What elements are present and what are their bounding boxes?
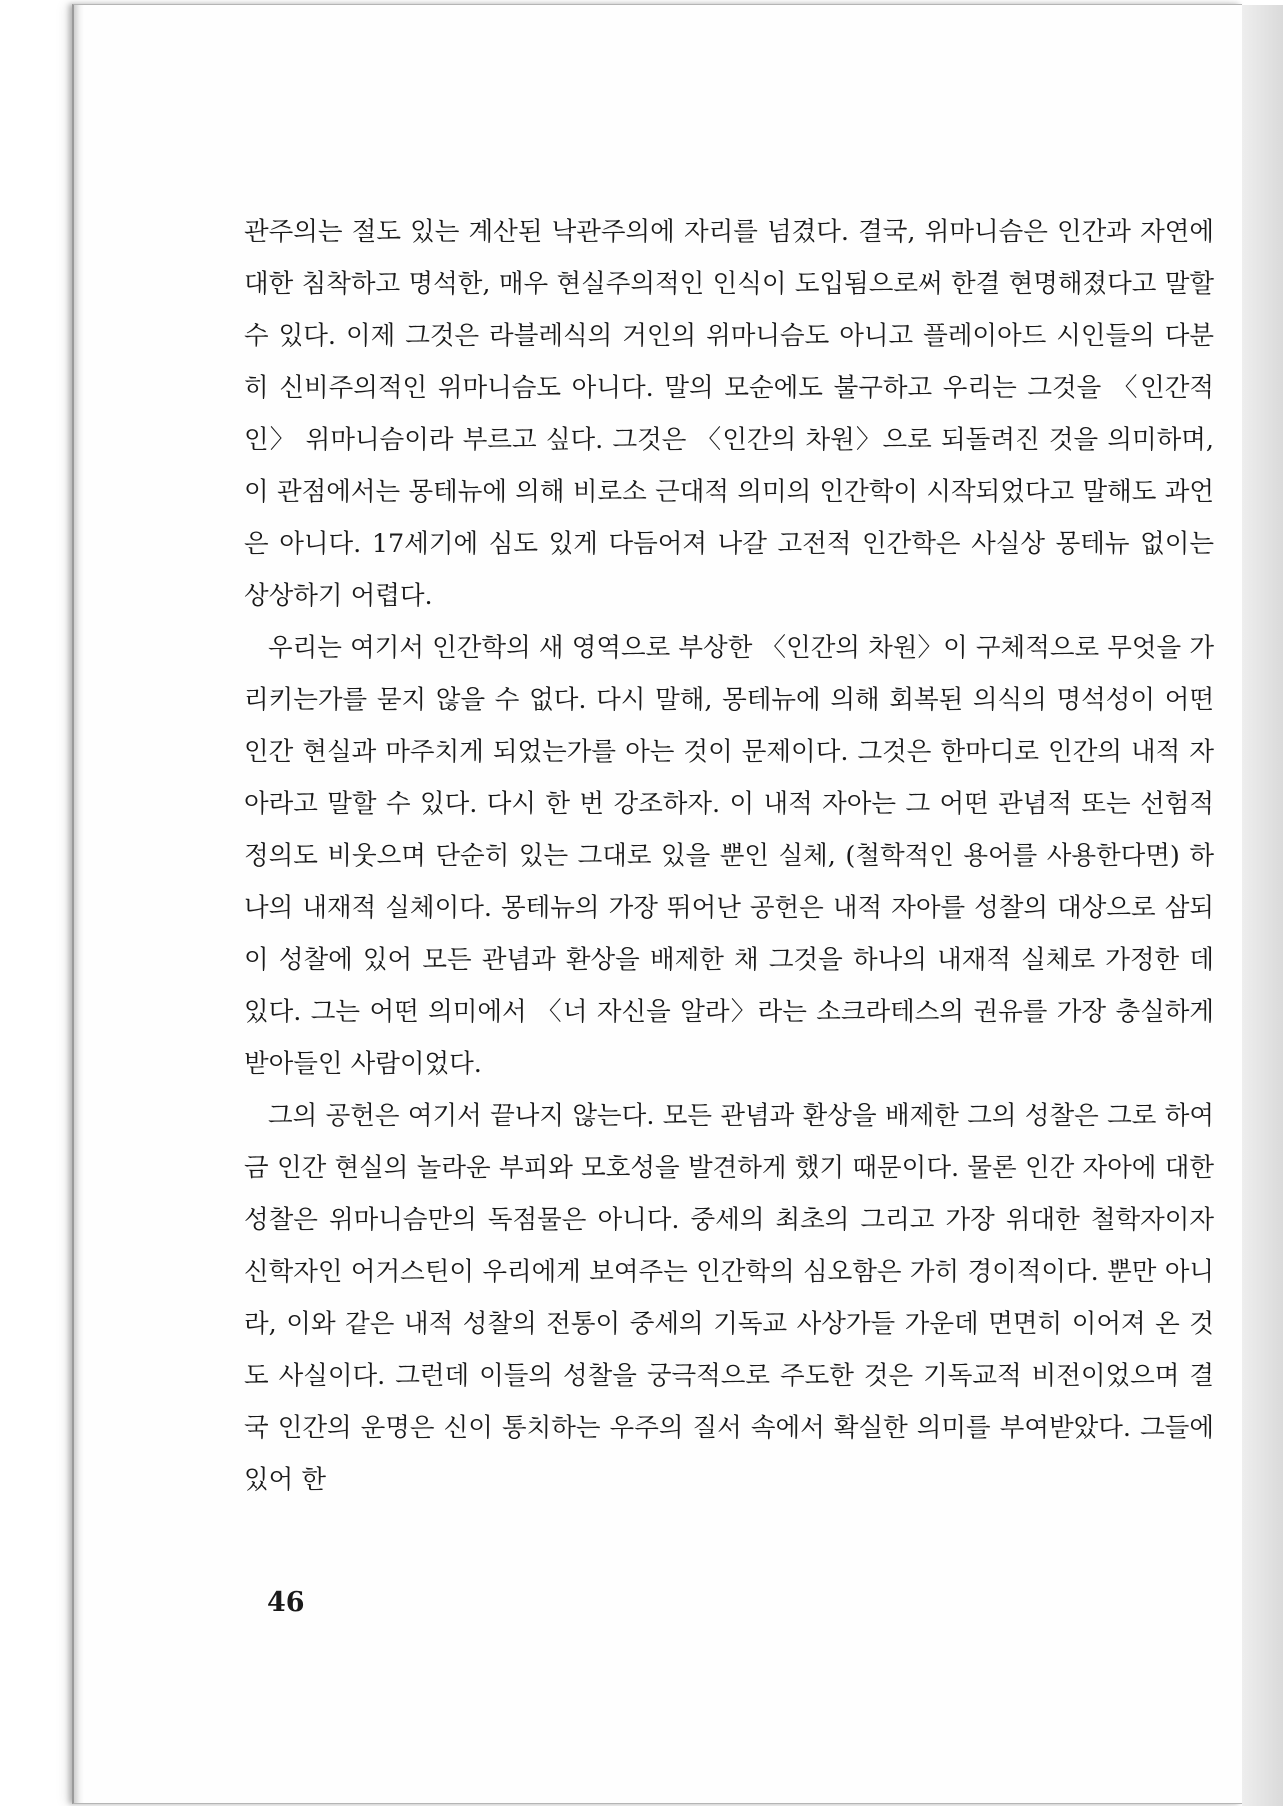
page-number: 46 [267, 1587, 305, 1618]
page-binding-shadow [74, 5, 84, 1803]
body-text [244, 206, 1214, 1506]
paragraph: 우리는 여기서 인간학의 새 영역으로 부상한 〈인간의 차원〉이 구체적으로 무엇을 가리키는가를 묻지 않을 수 없다. 다시 말해, 몽테뉴에 의해 회복된 의식의 명석성이 어떤 인간 현실과 마주치게 되었는가를 아는 것이 문제이다. 그것은 한마디로 인간의 내적 자아라고 말할 수 있다. 다시 한 번 강조하자. 이 내적 자아는 그 어떤 관념적 또는 선험적 정의도 비웃으며 단순히 있는 그대로 있을 뿐인 실체, (철학적인 용어를 사용한다면) 하나의 내재적 실체이다. 몽테뉴의 가장 뛰어난 공헌은 내적 자아를 성찰의 대상으로 삼되 이 성찰에 있어 모든 관념과 환상을 배제한 채 그것을 하나의 내재적 실체로 가정한 데 있다. 그는 어떤 의미에서 〈너 자신을 알라〉라는 소크라테스의 권유를 가장 충실하게 받아들인 사람이었다. [244, 633, 1214, 1079]
paragraph: 그의 공헌은 여기서 끝나지 않는다. 모든 관념과 환상을 배제한 그의 성찰은 그로 하여금 인간 현실의 놀라운 부피와 모호성을 발견하게 했기 때문이다. 물론 인간 자아에 대한 성찰은 위마니슴만의 독점물은 아니다. 중세의 최초의 그리고 가장 위대한 철학자이자 신학자인 어거스틴이 우리에게 보여주는 인간학의 심오함은 가히 경이적이다. 뿐만 아니라, 이와 같은 내적 성찰의 전통이 중세의 기독교 사상가들 가운데 면면히 이어져 온 것도 사실이다. 그런데 이들의 성찰을 궁극적으로 주도한 것은 기독교적 비전이었으며 결국 인간의 운명은 신이 통치하는 우주의 질서 속에서 확실한 의미를 부여받았다. 그들에 있어 한 [244, 1101, 1214, 1495]
page-edge [1242, 5, 1283, 1806]
book-page [72, 4, 1242, 1804]
paragraph-continued: 관주의는 절도 있는 계산된 낙관주의에 자리를 넘겼다. 결국, 위마니슴은 인간과 자연에 대한 침착하고 명석한, 매우 현실주의적인 인식이 도입됨으로써 한결 현명해졌다고 말할 수 있다. 이제 그것은 라블레식의 거인의 위마니슴도 아니고 플레이아드 시인들의 다분히 신비주의적인 위마니슴도 아니다. 말의 모순에도 불구하고 우리는 그것을 〈인간적인〉 위마니슴이라 부르고 싶다. 그것은 〈인간의 차원〉으로 되돌려진 것을 의미하며, 이 관점에서는 몽테뉴에 의해 비로소 근대적 의미의 인간학이 시작되었다고 말해도 과언은 아니다. 17세기에 심도 있게 다듬어져 나갈 고전적 인간학은 사실상 몽테뉴 없이는 상상하기 어렵다. [244, 217, 1214, 611]
